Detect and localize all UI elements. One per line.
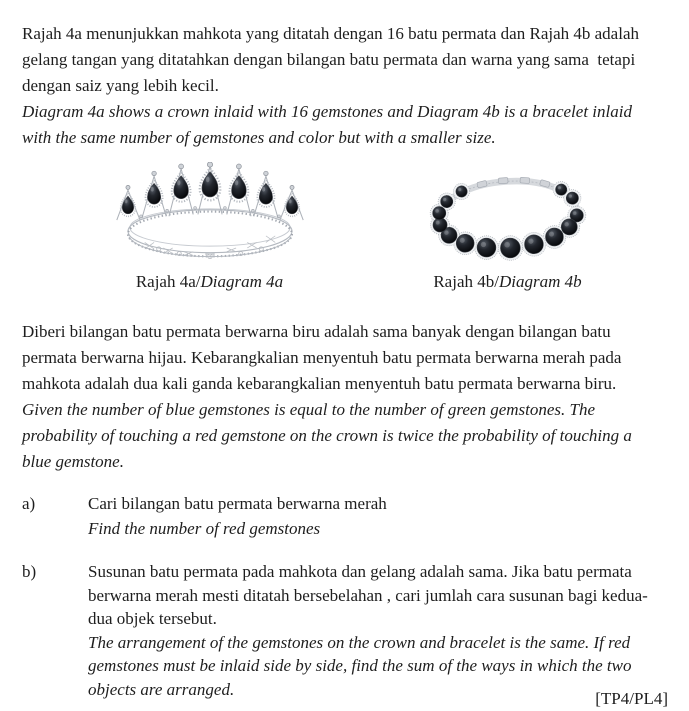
bracelet-figure <box>390 161 625 293</box>
bracelet-photo <box>422 171 594 265</box>
question-a-malay-line: Cari bilangan batu permata berwarna merah <box>88 494 387 513</box>
bracelet-image-box <box>422 161 594 265</box>
question-b-malay-line: Susunan batu permata pada mahkota dan gelang adalah sama. Jika batu permata <box>88 562 632 581</box>
question-b <box>22 560 669 701</box>
intro-english-line: Diagram 4a shows a crown inlaid with 16 gemstones and Diagram 4b is a bracelet inlaid <box>22 102 632 121</box>
crown-caption-english: Diagram 4a <box>200 272 284 291</box>
given-english-line: probability of touching a red gemstone on the crown is twice the probability of touching a <box>22 426 632 445</box>
question-a-body <box>88 491 669 541</box>
question-a-english-line: Find the number of red gemstones <box>88 519 321 538</box>
given-malay-line: mahkota adalah dua kali ganda kebarangkalian menyentuh batu permata berwarna biru. <box>22 374 617 393</box>
given-paragraph <box>22 319 669 475</box>
bracelet-caption <box>433 271 581 293</box>
question-b-body <box>88 560 669 701</box>
question-b-english-line: The arrangement of the gemstones on the crown and bracelet is the same. If red <box>88 632 631 652</box>
intro-malay-line: Rajah 4a menunjukkan mahkota yang ditatah dengan 16 batu permata dan Rajah 4b adalah <box>22 24 639 43</box>
given-english-line: Given the number of blue gemstones is equal to the number of green gemstones. The <box>22 400 596 419</box>
question-b-english-line: objects are arranged. <box>88 679 235 699</box>
question-b-malay-line: berwarna merah mesti ditatah bersebelahan , cari jumlah cara susunan bagi kedua- <box>88 585 648 605</box>
question-b-english-line: gemstones must be inlaid side by side, find the sum of the ways in which the two <box>88 656 632 675</box>
intro-english-line: with the same number of gemstones and color but with a smaller size. <box>22 128 496 147</box>
crown-caption-malay: Rajah 4a/ <box>135 272 201 291</box>
question-b-label: b) <box>22 562 37 581</box>
question-a-label: a) <box>22 494 36 513</box>
crown-figure <box>92 161 327 293</box>
question-b-malay-line: dua objek tersebut. <box>88 609 217 628</box>
bracelet-caption-english: Diagram 4b <box>498 272 582 291</box>
crown-image-box <box>114 161 306 265</box>
footer-tp-pl-tag: [TP4/PL4] <box>595 689 668 708</box>
figures-row <box>22 161 669 293</box>
intro-paragraph <box>22 21 669 151</box>
question-a <box>22 491 669 541</box>
intro-malay-line: dengan saiz yang lebih kecil. <box>22 76 219 95</box>
crown-caption <box>136 271 283 293</box>
intro-malay-line: gelang tangan yang ditatahkan dengan bilangan batu permata dan warna yang sama tetapi <box>22 50 636 69</box>
given-english-line: blue gemstone. <box>22 452 124 471</box>
given-malay-line: permata berwarna hijau. Kebarangkalian menyentuh batu permata berwarna merah pada <box>22 348 622 367</box>
given-malay-line: Diberi bilangan batu permata berwarna biru adalah sama banyak dengan bilangan batu <box>22 322 611 341</box>
bracelet-caption-malay: Rajah 4b/ <box>433 272 499 291</box>
crown-photo <box>114 162 306 265</box>
